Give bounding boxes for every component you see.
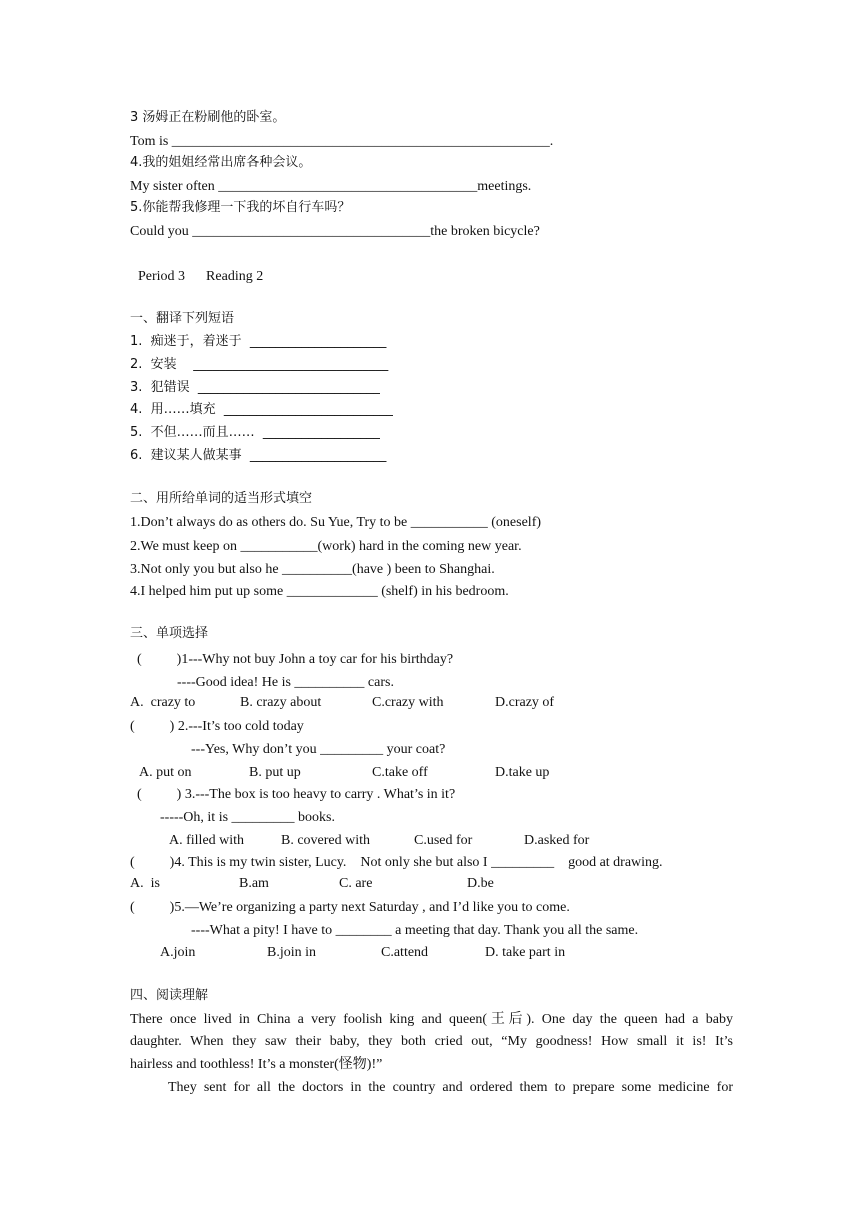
mc-q1-option-d: D.crazy of	[495, 695, 555, 710]
section1-title: 一、翻译下列短语	[130, 311, 235, 326]
mc-q4-option-c: C. are	[339, 876, 373, 891]
mc-q3-option-a: A. filled with	[169, 833, 245, 848]
mc-q2-stem: ( ) 2.---It’s too cold today	[130, 719, 304, 734]
mc-q3-reply: -----Oh, it is _________ books.	[160, 810, 335, 825]
section1-item: 5. 不但……而且…… __________________	[130, 425, 380, 440]
mc-q2-option-a: A. put on	[139, 765, 192, 780]
mc-q3-stem: ( ) 3.---The box is too heavy to carry . What’s in it?	[137, 787, 456, 802]
reading-paragraph-line: There once lived in China a very foolish king and queen(王后). One day the queen had a baby	[130, 1012, 733, 1027]
section1-item: 4. 用……填充 __________________________	[130, 402, 393, 417]
reading-paragraph-line: daughter. When they saw their baby, they both cried out, “My goodness! How small it is! It’s	[130, 1034, 733, 1049]
mc-q1-option-b: B. crazy about	[240, 695, 322, 710]
period-heading: Period 3 Reading 2	[138, 269, 264, 284]
mc-q2-option-b: B. put up	[249, 765, 301, 780]
section3-title: 三、单项选择	[130, 626, 209, 641]
mc-q2-reply: ---Yes, Why don’t you _________ your coat?	[191, 742, 446, 757]
translation-q5-english: Could you __________________________________the broken bicycle?	[130, 224, 540, 239]
translation-q3-english: Tom is ______________________________________________________.	[130, 134, 554, 149]
mc-q4-stem: ( )4. This is my twin sister, Lucy. Not only she but also I _________ good at drawing.	[130, 855, 663, 870]
mc-q5-option-a: A.join	[160, 945, 196, 960]
mc-q5-reply: ----What a pity! I have to ________ a meeting that day. Thank you all the same.	[191, 923, 639, 938]
mc-q4-option-b: B.am	[239, 876, 269, 891]
mc-q3-option-b: B. covered with	[281, 833, 371, 848]
translation-q3-chinese: 3 汤姆正在粉刷他的卧室。	[130, 110, 286, 125]
section1-item: 1. 痴迷于，着迷于 _____________________	[130, 334, 387, 349]
translation-q4-english: My sister often _____________________________________meetings.	[130, 179, 532, 194]
section1-item: 2. 安装 ______________________________	[130, 357, 389, 372]
mc-q3-option-c: C.used for	[414, 833, 473, 848]
mc-q1-option-a: A. crazy to	[130, 695, 196, 710]
reading-paragraph-line: hairless and toothless! It’s a monster(怪物)!”	[130, 1057, 383, 1072]
mc-q4-option-d: D.be	[467, 876, 494, 891]
section2-item: 2.We must keep on ___________(work) hard in the coming new year.	[130, 539, 522, 554]
section4-title: 四、阅读理解	[130, 988, 209, 1003]
mc-q5-option-b: B.join in	[267, 945, 317, 960]
section2-item: 1.Don’t always do as others do. Su Yue, Try to be ___________ (oneself)	[130, 515, 542, 530]
mc-q5-stem: ( )5.—We’re organizing a party next Saturday , and I’d like you to come.	[130, 900, 570, 915]
translation-q4-chinese: 4.我的姐姐经常出席各种会议。	[130, 155, 312, 170]
section1-item: 6. 建议某人做某事 _____________________	[130, 448, 387, 463]
section2-item: 4.I helped him put up some _____________ (shelf) in his bedroom.	[130, 584, 509, 599]
mc-q2-option-c: C.take off	[372, 765, 428, 780]
mc-q5-option-d: D. take part in	[485, 945, 566, 960]
mc-q1-option-c: C.crazy with	[372, 695, 444, 710]
section1-item: 3. 犯错误 ____________________________	[130, 380, 380, 395]
mc-q5-option-c: C.attend	[381, 945, 429, 960]
section2-item: 3.Not only you but also he __________(have ) been to Shanghai.	[130, 562, 495, 577]
mc-q4-option-a: A. is	[130, 876, 160, 891]
mc-q1-stem: ( )1---Why not buy John a toy car for his birthday?	[137, 652, 454, 667]
section2-title: 二、用所给单词的适当形式填空	[130, 491, 313, 506]
reading-paragraph-line: They sent for all the doctors in the country and ordered them to prepare some medicine for	[168, 1080, 733, 1095]
mc-q1-reply: ----Good idea! He is __________ cars.	[177, 675, 394, 690]
translation-q5-chinese: 5.你能帮我修理一下我的坏自行车吗？	[130, 200, 351, 215]
mc-q2-option-d: D.take up	[495, 765, 550, 780]
mc-q3-option-d: D.asked for	[524, 833, 590, 848]
